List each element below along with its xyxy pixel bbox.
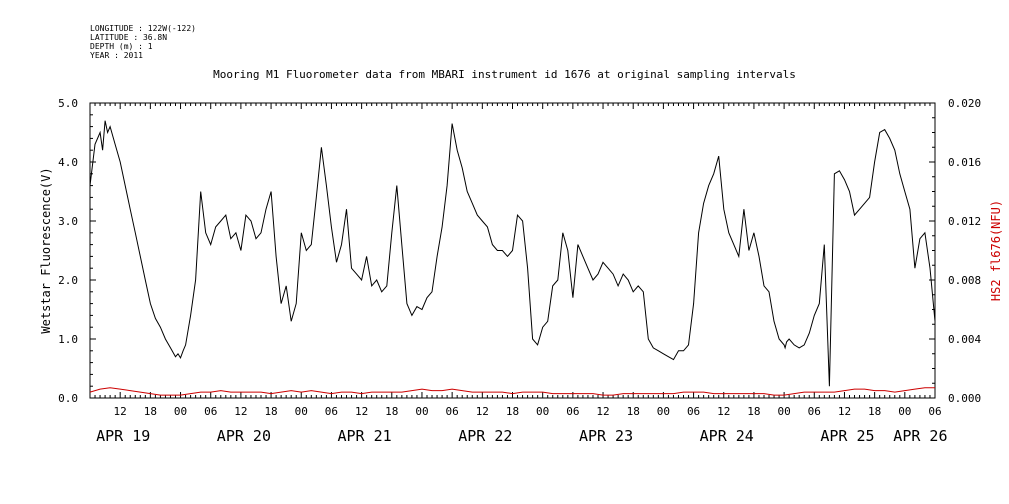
x-hour-label: 00 bbox=[777, 405, 791, 418]
x-hour-label: 18 bbox=[626, 405, 640, 418]
y-right-tick-label: 0.016 bbox=[948, 156, 982, 169]
y-right-tick-label: 0.020 bbox=[948, 97, 982, 110]
x-hour-label: 06 bbox=[445, 405, 459, 418]
series-hs2-line bbox=[90, 388, 935, 395]
x-hour-label: 18 bbox=[747, 405, 761, 418]
y-left-tick-label: 3.0 bbox=[58, 215, 78, 228]
x-date-label: APR 25 bbox=[820, 427, 875, 445]
series-wetstar-line bbox=[90, 121, 935, 387]
x-hour-label: 12 bbox=[837, 405, 852, 418]
x-date-label: APR 26 bbox=[893, 427, 948, 445]
x-hour-label: 12 bbox=[234, 405, 248, 418]
x-hour-label: 00 bbox=[536, 405, 550, 418]
x-hour-label: 06 bbox=[686, 405, 701, 418]
y-left-tick-label: 0.0 bbox=[58, 392, 78, 405]
y-left-tick-label: 5.0 bbox=[58, 97, 78, 110]
x-hour-label: 12 bbox=[113, 405, 127, 418]
y-left-tick-label: 4.0 bbox=[58, 156, 78, 169]
y-left-axis-label: Wetstar Fluorescence(V) bbox=[39, 167, 53, 334]
x-date-label: APR 22 bbox=[458, 427, 513, 445]
chart-title: Mooring M1 Fluorometer data from MBARI instrument id 1676 at original sampling intervals bbox=[213, 68, 796, 81]
x-hour-label: 00 bbox=[294, 405, 308, 418]
x-hour-label: 12 bbox=[717, 405, 731, 418]
x-hour-label: 06 bbox=[204, 405, 218, 418]
x-hour-label: 00 bbox=[415, 405, 429, 418]
x-hour-label: 18 bbox=[143, 405, 157, 418]
y-right-tick-label: 0.008 bbox=[948, 274, 982, 287]
meta-year: YEAR : 2011 bbox=[90, 51, 143, 60]
y-right-tick-label: 0.004 bbox=[948, 333, 982, 346]
x-date-label: APR 21 bbox=[337, 427, 392, 445]
meta-depth: DEPTH (m) : 1 bbox=[90, 42, 153, 51]
x-hour-label: 00 bbox=[173, 405, 188, 418]
y-left-tick-label: 2.0 bbox=[58, 274, 78, 287]
x-hour-label: 00 bbox=[898, 405, 912, 418]
y-right-axis-label: HS2 fl676(NFU) bbox=[989, 199, 1003, 302]
x-hour-label: 12 bbox=[596, 405, 610, 418]
x-hour-label: 00 bbox=[656, 405, 671, 418]
meta-latitude: LATITUDE : 36.8N bbox=[90, 33, 168, 42]
x-hour-label: 18 bbox=[868, 405, 882, 418]
x-hour-label: 12 bbox=[475, 405, 489, 418]
y-right-tick-label: 0.000 bbox=[948, 392, 982, 405]
meta-longitude: LONGITUDE : 122W(-122) bbox=[90, 24, 196, 33]
x-hour-label: 18 bbox=[385, 405, 399, 418]
x-hour-label: 06 bbox=[324, 405, 339, 418]
x-hour-label: 18 bbox=[505, 405, 520, 418]
x-date-label: APR 23 bbox=[578, 427, 634, 445]
x-hour-label: 18 bbox=[264, 405, 278, 418]
x-date-label: APR 20 bbox=[216, 427, 271, 445]
y-left-tick-label: 1.0 bbox=[58, 333, 78, 346]
x-hour-label: 06 bbox=[928, 405, 942, 418]
x-hour-label: 12 bbox=[354, 405, 369, 418]
x-date-label: APR 19 bbox=[96, 427, 151, 445]
x-hour-label: 06 bbox=[807, 405, 821, 418]
x-date-label: APR 24 bbox=[699, 427, 754, 445]
y-right-tick-label: 0.012 bbox=[948, 215, 982, 228]
x-hour-label: 06 bbox=[566, 405, 580, 418]
